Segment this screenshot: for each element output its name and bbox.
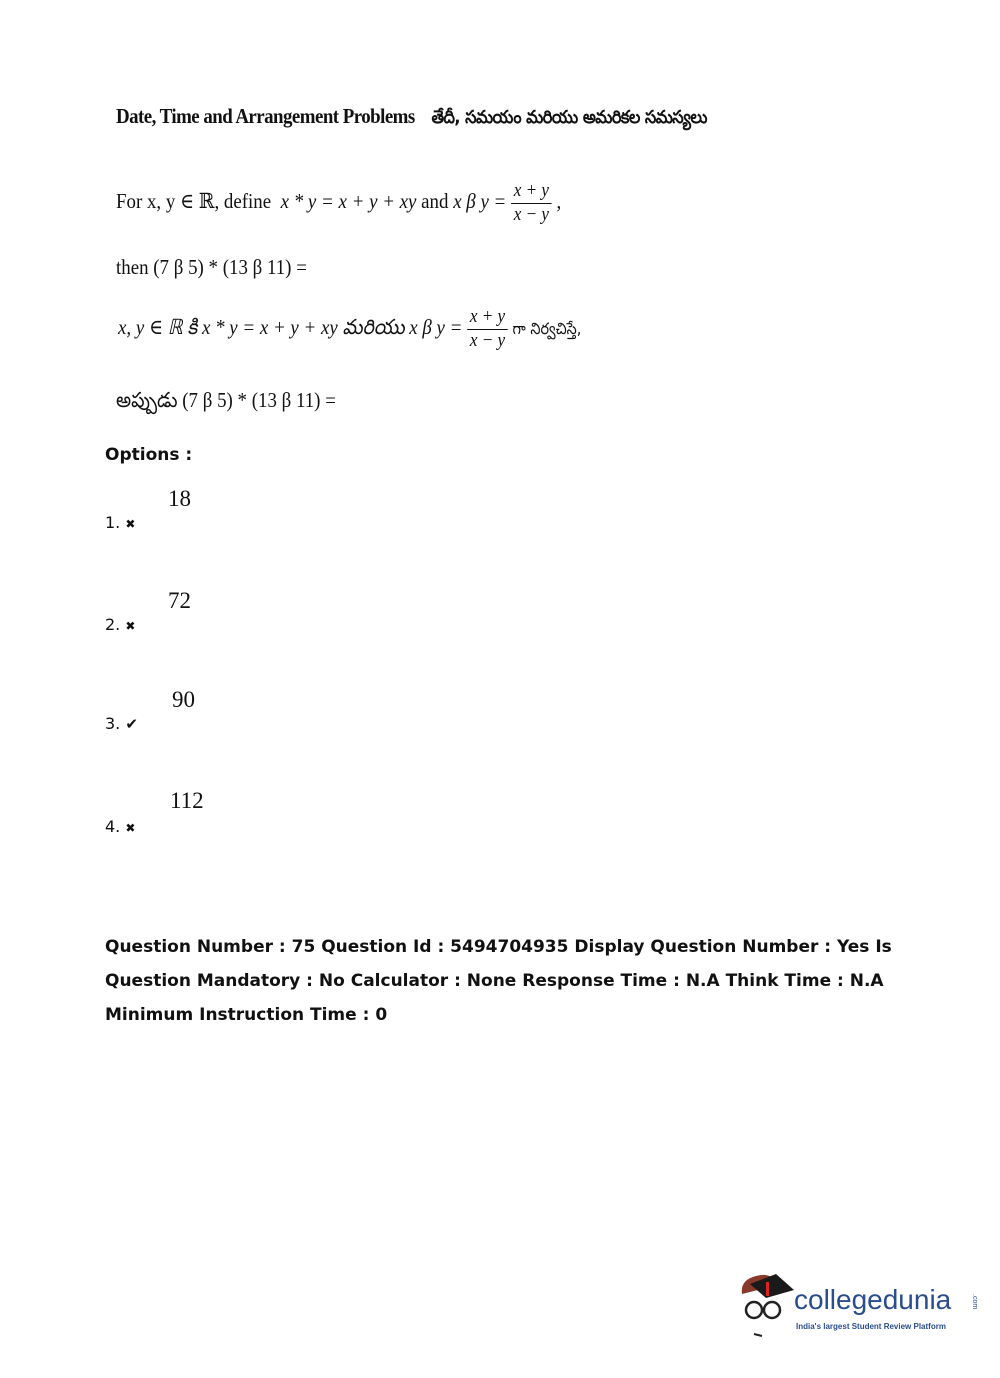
logo-tagline: India's largest Student Review Platform <box>796 1322 946 1331</box>
beta-expression: x β y = <box>453 189 507 214</box>
fraction <box>467 306 508 353</box>
mascot-icon <box>736 1272 794 1342</box>
option-number: 3. <box>105 714 121 733</box>
denominator: x − y <box>513 203 550 225</box>
option-value: 18 <box>168 486 191 511</box>
numerator: x + y <box>467 306 508 330</box>
logo-wordmark: collegedunia <box>794 1284 952 1315</box>
option-value: 72 <box>168 588 191 613</box>
star-expression: x * y = x + y + xy <box>280 189 417 214</box>
text: For x, y ∈ ℝ, define <box>116 189 272 214</box>
title-english: Date, Time and Arrangement Problems <box>116 104 415 128</box>
numerator: x + y <box>511 180 552 204</box>
text: and <box>421 189 449 214</box>
denominator: x − y <box>469 329 506 351</box>
text: గా నిర్వచిస్తే, <box>512 319 582 339</box>
question-title <box>116 104 707 132</box>
check-icon: ✔ <box>125 715 138 733</box>
question-telugu-line2: అప్పుడు (7 β 5) * (13 β 11) = <box>116 388 336 412</box>
text: , <box>556 189 562 214</box>
text: x, y ∈ ℝ కి x * y = x + y + xy మరియు x β y = <box>118 315 463 340</box>
question-metadata: Question Number : 75 Question Id : 5494704935 Display Question Number : Yes Is Question Mandatory : No Calculator : None Response Time : N.A Think Time : N.A Minimum Instruction Time : 0 <box>105 937 892 1025</box>
options-header: Options : <box>105 445 193 465</box>
option-number: 4. <box>105 817 121 836</box>
question-english-line2: then (7 β 5) * (13 β 11) = <box>116 255 307 279</box>
option-value: 90 <box>172 687 195 712</box>
option-value: 112 <box>170 788 204 813</box>
fraction <box>511 180 552 227</box>
option-number: 2. <box>105 615 121 634</box>
question-telugu-line1 <box>118 306 581 353</box>
cross-icon: ✖ <box>125 619 136 633</box>
cross-icon: ✖ <box>125 821 136 835</box>
cross-icon: ✖ <box>125 517 136 531</box>
option-number: 1. <box>105 513 121 532</box>
title-telugu: తేదీ, సమయం మరియు అమరికల సమస్యలు <box>431 107 707 128</box>
question-english-line1 <box>116 180 561 227</box>
logo-suffix: .com <box>971 1294 978 1310</box>
collegedunia-logo <box>736 1272 986 1342</box>
